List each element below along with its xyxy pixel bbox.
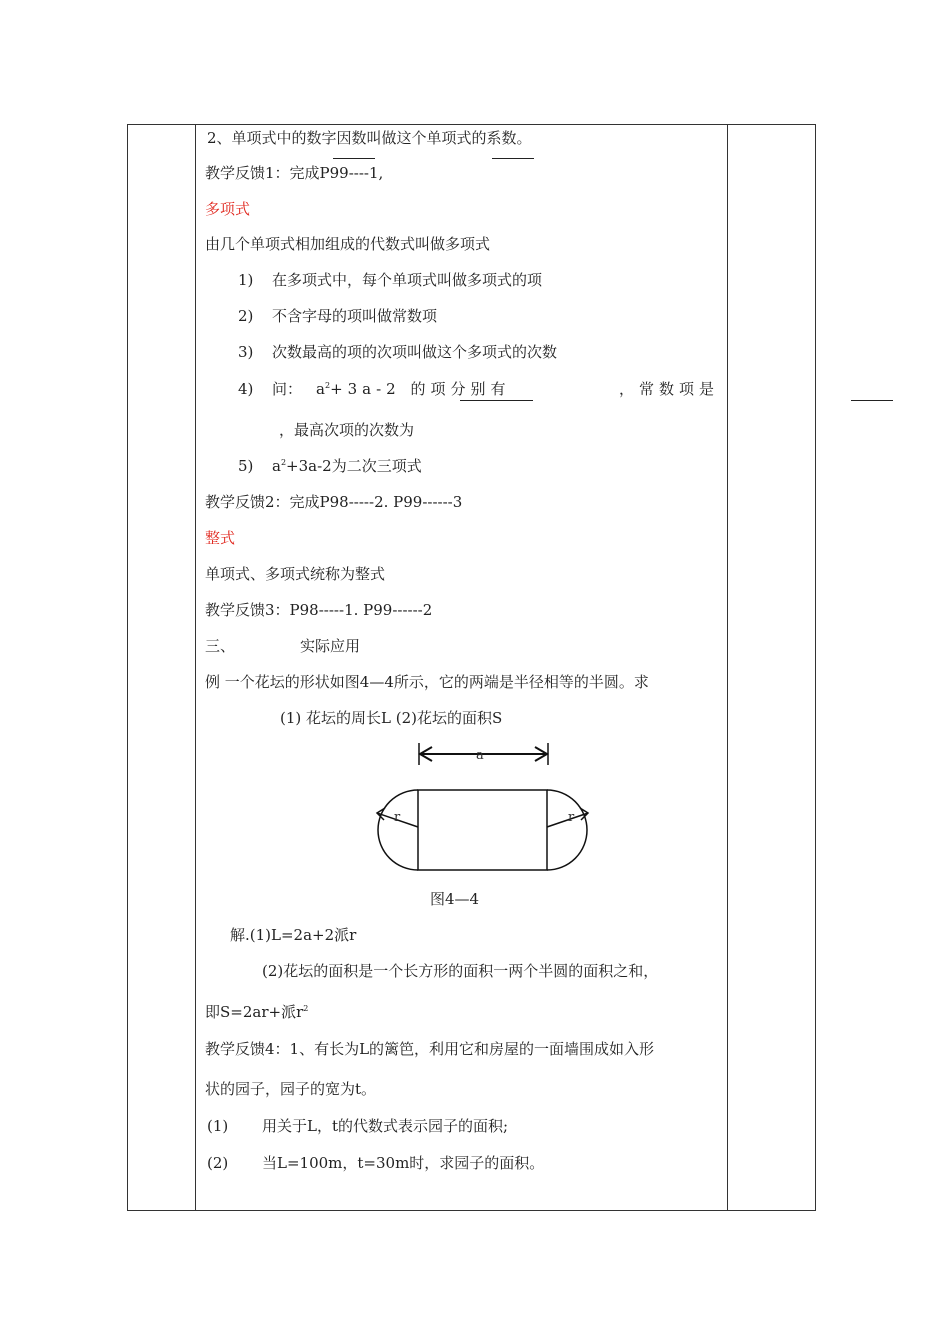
integral-expression-definition: 单项式、多项式统称为整式 (205, 565, 386, 583)
answer-blank (460, 400, 533, 401)
variable-a: a (272, 457, 281, 475)
polynomial-definition: 由几个单项式相加组成的代数式叫做多项式 (205, 235, 491, 253)
exercise-question-2: 当L=100m，t=30m时，求园子的面积。 (262, 1154, 545, 1172)
constant-question: ，常数项是 (619, 380, 720, 398)
list-number: 3) (238, 343, 254, 361)
radius-label-left: r (394, 810, 401, 825)
example-questions: (1) 花坛的周长L (2)花坛的面积S (280, 709, 503, 727)
feedback-2: 教学反馈2：完成P98-----2. P99------3 (205, 493, 463, 511)
example-text: +3a-2为二次三项式 (286, 457, 422, 475)
column-divider-left (195, 125, 196, 1210)
list-number: 1) (238, 271, 254, 289)
question-item (272, 379, 511, 399)
section-number: 三、 (205, 637, 236, 655)
constant-term-item: 不含字母的项叫做常数项 (272, 307, 438, 325)
example-statement: 例 一个花坛的形状如图4—4所示，它的两端是半径相等的半圆。求 (205, 673, 649, 691)
answer-blank (851, 400, 893, 401)
degree-question: ，最高次项的次数为 (279, 421, 415, 439)
radius-label-right: r (568, 810, 575, 825)
exponent: 2 (280, 458, 287, 467)
feedback-3: 教学反馈3：P98-----1. P99------2 (205, 601, 433, 619)
list-number: 5) (238, 457, 254, 475)
coefficient-definition: 2、单项式中的数字因数叫做这个单项式的系数。 (207, 129, 532, 147)
underline-mark (333, 158, 375, 159)
question-label: 问： (272, 380, 303, 398)
list-number: (1) (207, 1117, 229, 1135)
list-number: 2) (238, 307, 254, 325)
heading-polynomial: 多项式 (205, 200, 251, 218)
polynomial-term-item: 在多项式中，每个单项式叫做多项式的项 (272, 271, 543, 289)
feedback-4-continued: 状的园子，园子的宽为t。 (205, 1080, 377, 1098)
solution-area-explanation: (2)花坛的面积是一个长方形的面积一两个半圆的面积之和， (262, 962, 659, 980)
degree-item: 次数最高的项的次项叫做这个多项式的次数 (272, 343, 558, 361)
heading-integral-expression: 整式 (205, 529, 236, 547)
figure-caption: 图4—4 (430, 890, 480, 908)
exponent: 2 (303, 1004, 309, 1013)
list-number: (2) (207, 1154, 229, 1172)
exercise-question-1: 用关于L，t的代数式表示园子的面积; (262, 1117, 509, 1135)
solution-perimeter: 解.(1)L=2a+2派r (230, 926, 357, 944)
flowerbed-figure (360, 735, 610, 880)
question-text: +3a-2 的项分别有 (330, 380, 511, 398)
underline-mark (492, 158, 534, 159)
column-divider-right (727, 125, 728, 1210)
feedback-1: 教学反馈1：完成P99----1, (205, 164, 384, 182)
polynomial-example (272, 456, 422, 476)
list-number: 4) (238, 380, 254, 398)
exponent: 2 (324, 381, 331, 390)
section-title: 实际应用 (300, 637, 361, 655)
dimension-label-a: a (476, 748, 484, 763)
feedback-4: 教学反馈4：1、有长为L的篱笆，利用它和房屋的一面墙围成如入形 (205, 1040, 655, 1058)
formula-text: 即S=2ar+派r (205, 1003, 304, 1021)
solution-area-formula (205, 1002, 308, 1022)
variable-a: a (316, 380, 325, 398)
